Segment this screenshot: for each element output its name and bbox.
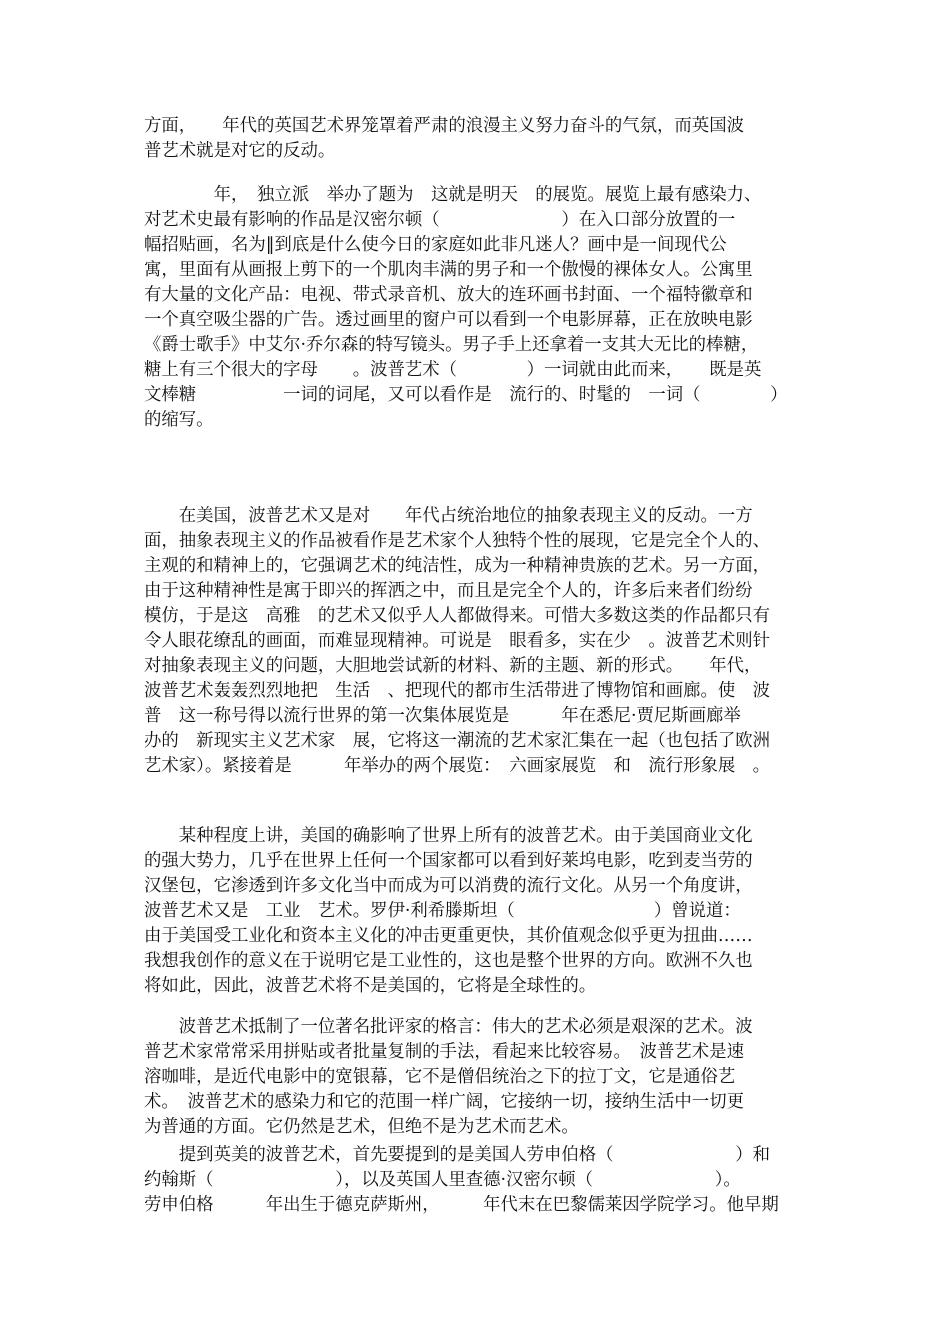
text-line: 有大量的文化产品：电视、带式录音机、放大的连环画书封面、一个福特徽章和 [144, 285, 753, 305]
text-line: 波普艺术轰轰烈烈地把 生活 、把现代的都市生活带进了博物馆和画廊。使 波 [144, 681, 771, 701]
text-line: 对艺术史最有影响的作品是汉密尔顿（ ）在入口部分放置的一 [144, 210, 736, 230]
text-line: 令人眼花缭乱的画面，而难显现精神。可说是 眼看多，实在少 。波普艺术则针 [144, 631, 771, 651]
text-line: 幅招贴画，名为‖到底是什么使今日的家庭如此非凡迷人？画中是一间现代公 [144, 235, 727, 255]
paragraph-3 [144, 504, 808, 779]
paragraph-2 [144, 183, 808, 433]
text-line: 汉堡包，它渗透到许多文化当中而成为可以消费的流行文化。从另一个角度讲， [144, 876, 753, 896]
text-line: 的缩写。 [144, 410, 214, 430]
text-line: 年， 独立派 举办了题为 这就是明天 的展览。展览上最有感染力、 [144, 185, 762, 205]
text-line: 对抽象表现主义的问题，大胆地尝试新的材料、新的主题、新的形式。 年代， [144, 656, 762, 676]
text-line: 提到英美的波普艺术，首先要提到的是美国人劳申伯格（ ）和 [144, 1145, 771, 1165]
text-line: 办的 新现实主义艺术家 展，它将这一潮流的艺术家汇集在一起（也包括了欧洲 [144, 731, 771, 751]
text-line: 普 这一称号得以流行世界的第一次集体展览是 年在悉尼·贾尼斯画廊举 [144, 706, 741, 726]
paragraph-1 [144, 114, 808, 164]
text-line: 约翰斯（ ），以及英国人里查德·汉密尔顿（ ）。 [144, 1170, 741, 1190]
text-line: 一个真空吸尘器的广告。透过画里的窗户可以看到一个电影屏幕，正在放映电影 [144, 310, 753, 330]
text-line: 由于这种精神性是寓于即兴的挥洒之中，而且是完全个人的，许多后来者们纷纷 [144, 581, 753, 601]
text-line: 主观的和精神上的，它强调艺术的纯洁性，成为一种精神贵族的艺术。另一方面， [144, 556, 771, 576]
text-line: 波普艺术抵制了一位著名批评家的格言：伟大的艺术必须是艰深的艺术。波 [144, 1017, 753, 1037]
text-line: 为普通的方面。它仍然是艺术，但绝不是为艺术而艺术。 [144, 1117, 579, 1137]
text-line: 文棒糖 一词的词尾，又可以看作是 流行的、时髦的 一词（ ） [144, 385, 788, 405]
text-line: 寓，里面有从画报上剪下的一个肌肉丰满的男子和一个傲慢的裸体女人。公寓里 [144, 260, 753, 280]
paragraph-5 [144, 1015, 808, 1140]
text-line: 普艺术家常常采用拼贴或者批量复制的手法，看起来比较容易。 波普艺术是速 [144, 1042, 744, 1062]
text-line: 在美国，波普艺术又是对 年代占统治地位的抽象表现主义的反动。一方 [144, 506, 753, 526]
paragraph-6 [144, 1143, 808, 1218]
text-line: 溶咖啡，是近代电影中的宽银幕，它不是僧侣统治之下的拉丁文，它是通俗艺 [144, 1067, 736, 1087]
text-line: 我想我创作的意义在于说明它是工业性的，这也是整个世界的方向。欧洲不久也 [144, 951, 753, 971]
text-line: 面，抽象表现主义的作品被看作是艺术家个人独特个性的展现，它是完全个人的、 [144, 531, 771, 551]
text-line: 艺术家）。紧接着是 年举办的两个展览： 六画家展览 和 流行形象展 。 [144, 756, 771, 776]
text-line: 某种程度上讲，美国的确影响了世界上所有的波普艺术。由于美国商业文化 [144, 826, 753, 846]
text-line: 糖上有三个很大的字母 。波普艺术（ ）一词就由此而来， 既是英 [144, 360, 762, 380]
text-line: 《爵士歌手》中艾尔·乔尔森的特写镜头。男子手上还拿着一支其大无比的棒糖， [144, 335, 759, 355]
paragraph-4 [144, 824, 808, 999]
text-line: 将如此，因此，波普艺术将不是美国的，它将是全球性的。 [144, 976, 597, 996]
text-line: 普艺术就是对它的反动。 [144, 141, 336, 161]
text-line: 的强大势力，几乎在世界上任何一个国家都可以看到好莱坞电影，吃到麦当劳的 [144, 851, 753, 871]
text-line: 方面， 年代的英国艺术界笼罩着严肃的浪漫主义努力奋斗的气氛，而英国波 [144, 116, 744, 136]
text-line: 劳申伯格 年出生于德克萨斯州， 年代末在巴黎儒莱因学院学习。他早期 [144, 1195, 779, 1215]
text-line: 由于美国受工业化和资本主义化的冲击更重更快，其价值观念似乎更为扭曲…… [144, 926, 753, 946]
text-line: 波普艺术又是 工业 艺术。罗伊·利希滕斯坦（ ）曾说道： [144, 901, 741, 921]
text-line: 模仿，于是这 高雅 的艺术又似乎人人都做得来。可惜大多数这类的作品都只有 [144, 606, 771, 626]
text-line: 术。 波普艺术的感染力和它的范围一样广阔，它接纳一切，接纳生活中一切更 [144, 1092, 744, 1112]
